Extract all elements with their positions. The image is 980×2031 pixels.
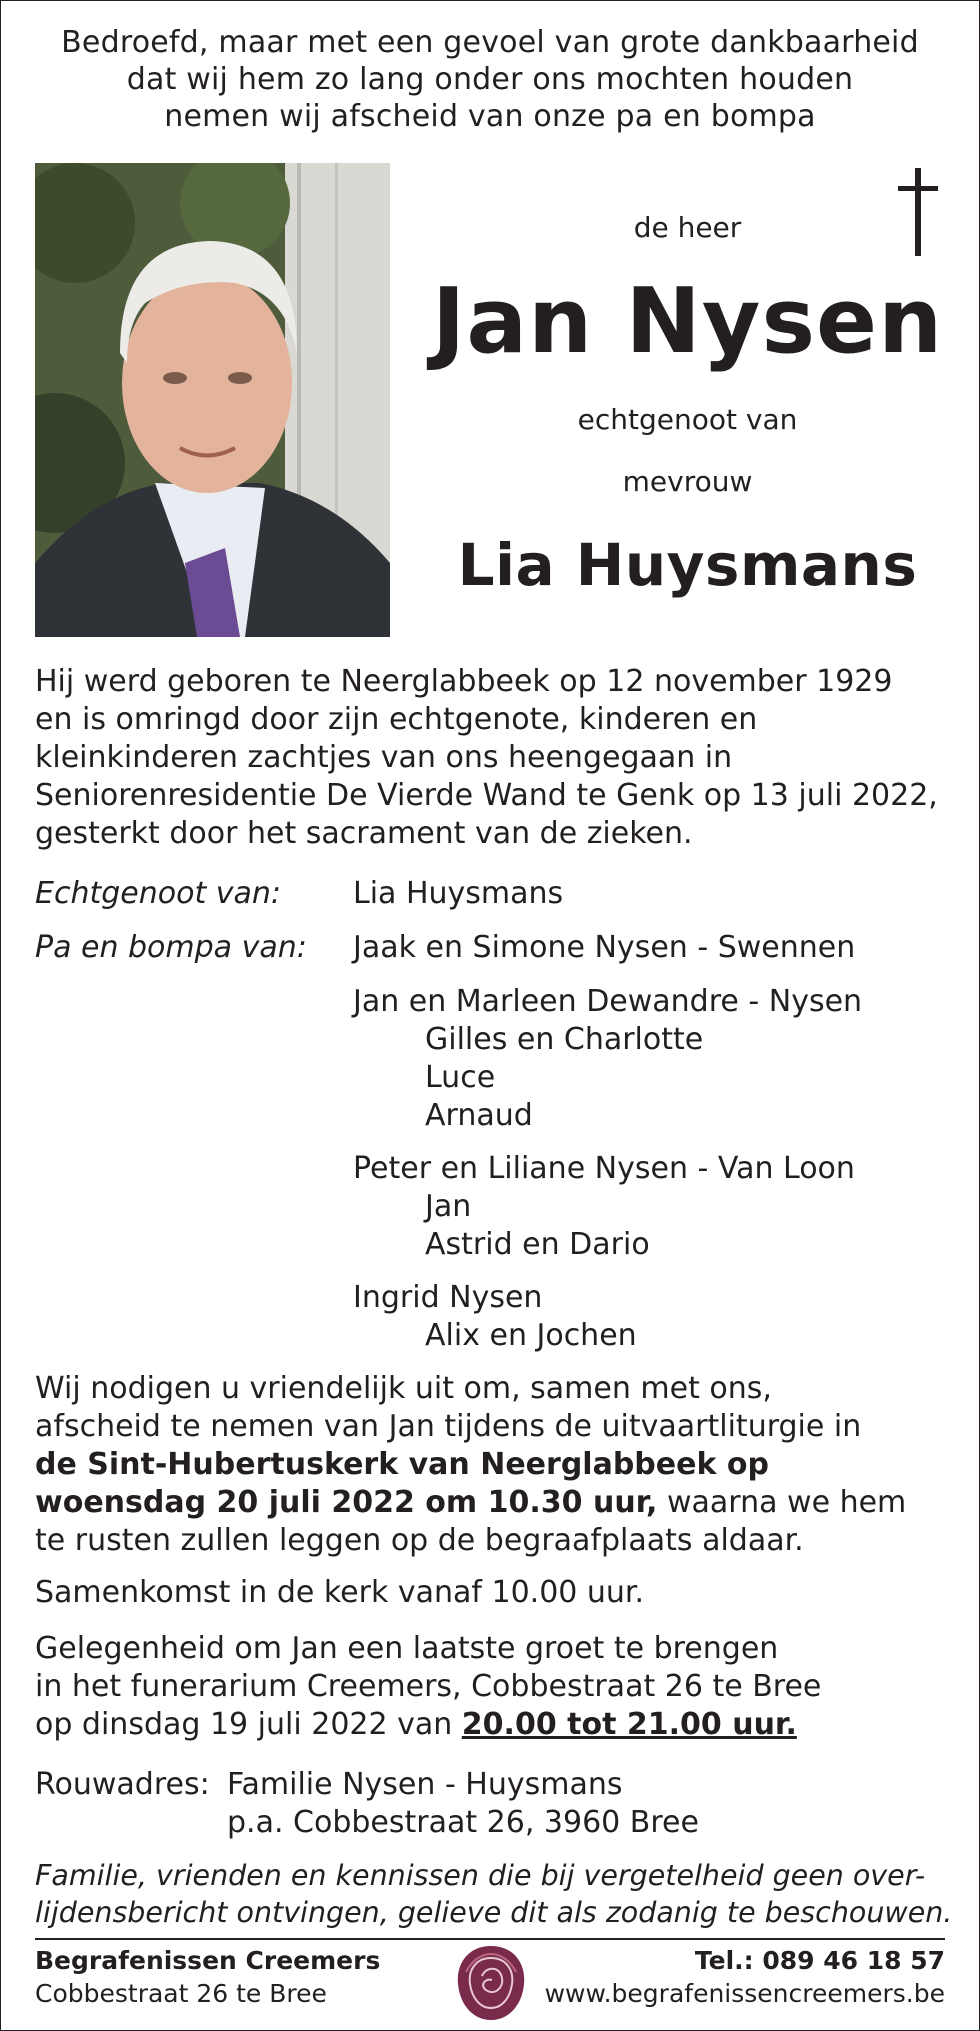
child-name: Jaak en Simone Nysen - Swennen bbox=[353, 930, 856, 965]
notice-line: Familie, vrienden en kennissen die bij vergetelheid geen over- bbox=[35, 1859, 926, 1892]
intro-line: nemen wij afscheid van onze pa en bompa bbox=[164, 99, 816, 134]
child-name: Jan en Marleen Dewandre - Nysen bbox=[353, 984, 863, 1019]
funeral-invitation bbox=[35, 1370, 955, 1560]
funeral-datetime: woensdag 20 juli 2022 om 10.30 uur, bbox=[35, 1485, 658, 1520]
deceased-title: de heer bbox=[633, 211, 742, 244]
bio-line: gesterkt door het sacrament van de zieken. bbox=[35, 816, 693, 851]
notice-line: lijdensbericht ontvingen, gelieve dit als zodanig te beschouwen. bbox=[35, 1896, 953, 1929]
address-line: p.a. Cobbestraat 26, 3960 Bree bbox=[227, 1805, 699, 1840]
bio-line: en is omringd door zijn echtgenote, kinderen en bbox=[35, 702, 758, 737]
children-label: Pa en bompa van: bbox=[35, 930, 307, 965]
deceased-name: Jan Nysen bbox=[431, 269, 944, 374]
invitation-line: afscheid te nemen van Jan tijdens de uitvaartliturgie in bbox=[35, 1409, 862, 1444]
visitation-line: op dinsdag 19 juli 2022 van bbox=[35, 1707, 462, 1742]
bio-line: kleinkinderen zachtjes van ons heengegaan in bbox=[35, 740, 733, 775]
church-location: de Sint-Hubertuskerk van Neerglabbeek op bbox=[35, 1447, 769, 1482]
visitation-line: in het funerarium Creemers, Cobbestraat 26 te Bree bbox=[35, 1669, 822, 1704]
rose-icon bbox=[452, 1942, 530, 2024]
grandchild-name: Astrid en Dario bbox=[425, 1227, 650, 1262]
gathering-text: Samenkomst in de kerk vanaf 10.00 uur. bbox=[35, 1575, 645, 1610]
child-name: Ingrid Nysen bbox=[353, 1280, 543, 1315]
intro-line: Bedroefd, maar met een gevoel van grote dankbaarheid bbox=[61, 25, 919, 60]
grandchild-name: Jan bbox=[425, 1189, 472, 1224]
address-label: Rouwadres: bbox=[35, 1767, 210, 1802]
company-website[interactable]: www.begrafenissencreemers.be bbox=[544, 1979, 945, 2008]
footer-left bbox=[35, 1944, 380, 2010]
company-phone: Tel.: 089 46 18 57 bbox=[694, 1946, 945, 1975]
company-address: Cobbestraat 26 te Bree bbox=[35, 1979, 327, 2008]
footer-divider bbox=[35, 1938, 945, 1940]
invitation-line: Wij nodigen u vriendelijk uit om, samen met ons, bbox=[35, 1371, 772, 1406]
invitation-line: te rusten zullen leggen op de begraafplaats aldaar. bbox=[35, 1523, 804, 1558]
intro-line: dat wij hem zo lang onder ons mochten houden bbox=[126, 62, 854, 97]
child-name: Peter en Liliane Nysen - Van Loon bbox=[353, 1151, 855, 1186]
notice-text bbox=[35, 1857, 955, 1931]
intro-text bbox=[0, 24, 980, 135]
visitation-hours: 20.00 tot 21.00 uur. bbox=[461, 1707, 797, 1742]
grandchild-name: Gilles en Charlotte bbox=[425, 1022, 704, 1057]
spouse-value: Lia Huysmans bbox=[353, 876, 564, 911]
spouse-label: Echtgenoot van: bbox=[35, 876, 282, 911]
visitation-text bbox=[35, 1630, 955, 1744]
grandchild-name: Luce bbox=[425, 1060, 496, 1095]
grandchild-name: Arnaud bbox=[425, 1098, 533, 1133]
company-name: Begrafenissen Creemers bbox=[35, 1946, 381, 1975]
address-line: Familie Nysen - Huysmans bbox=[227, 1767, 623, 1802]
bio-line: Hij werd geboren te Neerglabbeek op 12 november 1929 bbox=[35, 664, 893, 699]
spouse-name: Lia Huysmans bbox=[457, 531, 918, 599]
biography bbox=[35, 663, 955, 853]
portrait-photo bbox=[35, 163, 390, 637]
grandchild-name: Alix en Jochen bbox=[425, 1318, 637, 1353]
bio-line: Seniorenresidentie De Vierde Wand te Genk op 13 juli 2022, bbox=[35, 778, 938, 813]
footer-right bbox=[545, 1944, 945, 2010]
spouse-intro: echtgenoot van bbox=[577, 403, 798, 436]
spouse-title: mevrouw bbox=[622, 465, 753, 498]
visitation-line: Gelegenheid om Jan een laatste groet te brengen bbox=[35, 1631, 779, 1666]
invitation-line: waarna we hem bbox=[657, 1485, 907, 1520]
